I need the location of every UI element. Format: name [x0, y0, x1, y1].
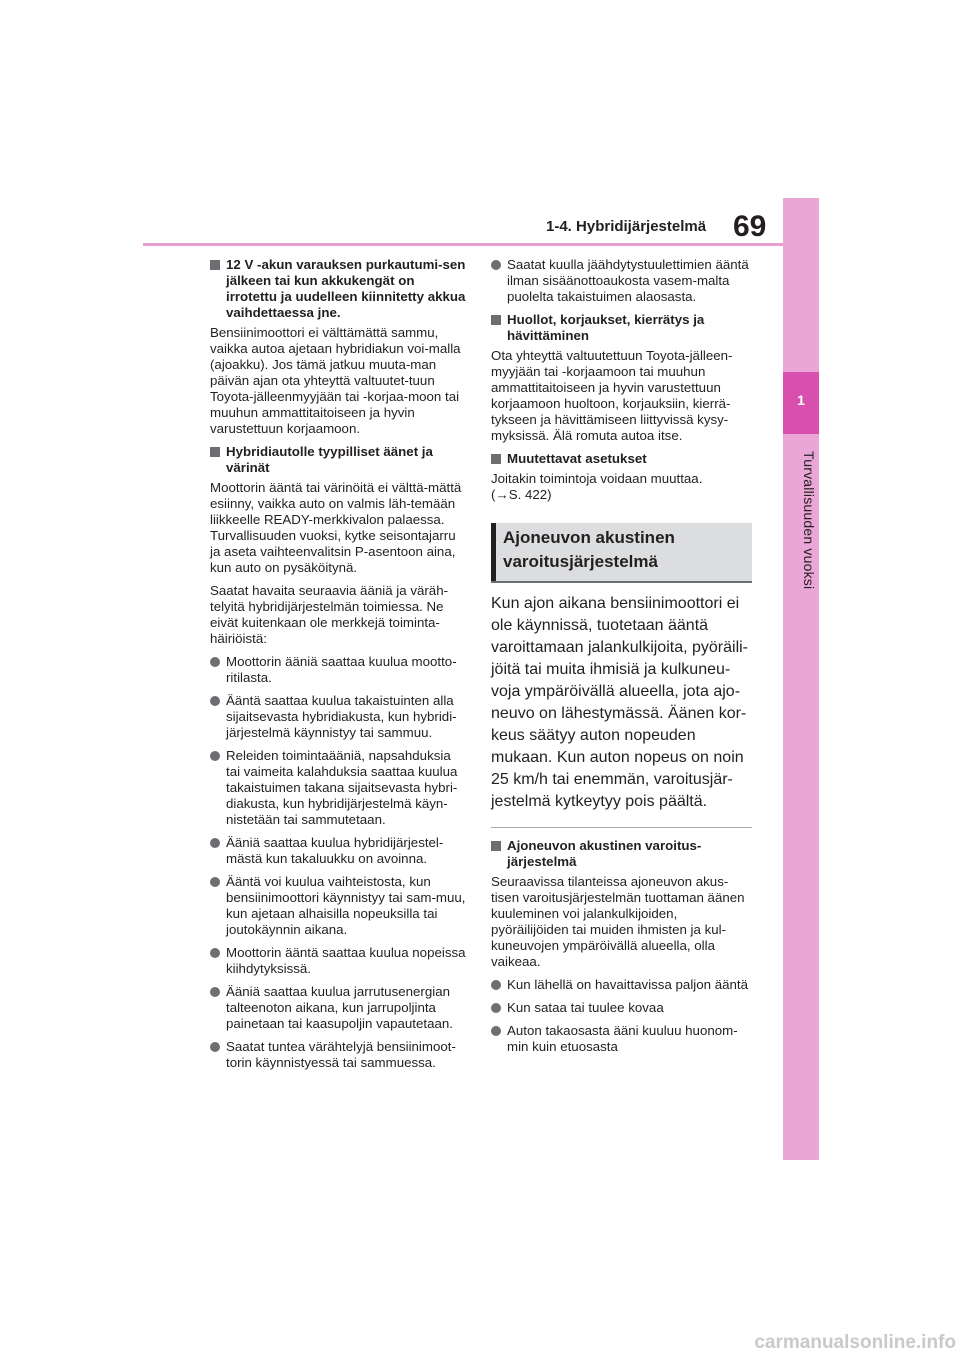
section-heading-box	[491, 523, 752, 583]
heading-acoustic-warning: Ajoneuvon akustinen varoitus-järjestelmä	[491, 838, 752, 870]
paragraph: Saatat havaita seuraavia ääniä ja väräh-telyitä hybridijärjestelmän toimiessa. Ne eivät kuitenkaan ole merkkejä toiminta-häiriöistä:	[210, 583, 449, 646]
list-item: Moottorin ääniä saattaa kuulua mootto-ritilasta.	[210, 654, 468, 686]
circle-bullet-icon	[491, 1003, 501, 1013]
circle-bullet-icon	[210, 657, 220, 667]
circle-bullet-icon	[210, 838, 220, 848]
list-item: Ääntä saattaa kuulua takaistuinten alla sijaitsevasta hybridiakusta, kun hybridi-järjestelmä käynnistyy tai sammuu.	[210, 693, 468, 741]
square-bullet-icon	[210, 260, 220, 270]
paragraph: Seuraavissa tilanteissa ajoneuvon akus-tisen varoitusjärjestelmän tuottaman äänen kuuleminen voi jalankulkijoiden, pyöräilijöiden tai muiden ihmisten ja kul-kuneuvojen ympäröivällä alueella, olla vaikeaa.	[491, 874, 745, 969]
circle-bullet-icon	[210, 696, 220, 706]
heading-12v-battery: 12 V -akun varauksen purkautumi-sen jälkeen tai kun akkukengät on irrotettu ja uudelleen kiinnitetty akkua vaihdettaessa jne.	[210, 257, 468, 321]
list-item: Kun sataa tai tuulee kovaa	[491, 1000, 752, 1016]
square-bullet-icon	[210, 447, 220, 457]
square-bullet-icon	[491, 841, 501, 851]
heading-hybrid-sounds: Hybridiautolle tyypilliset äänet ja värinät	[210, 444, 468, 476]
circle-bullet-icon	[210, 751, 220, 761]
circle-bullet-icon	[210, 1042, 220, 1052]
circle-bullet-icon	[210, 877, 220, 887]
chapter-number: 1	[797, 392, 805, 408]
square-bullet-icon	[491, 454, 501, 464]
list-item: Auton takaosasta ääni kuuluu huonom-min kuin etuosasta	[491, 1023, 752, 1055]
circle-bullet-icon	[491, 980, 501, 990]
left-column	[210, 257, 468, 1078]
list-item: Releiden toimintaääniä, napsahduksia tai vaimeita kalahduksia saattaa kuulua takaistuimen takana sijaitsevasta hybri-diakusta, kun hybridijärjestelmä käyn-nistetään tai sammutetaan.	[210, 748, 468, 828]
section-heading-line-2: varoitusjärjestelmä	[503, 552, 658, 571]
right-column	[491, 257, 752, 1062]
list-item: Ääntä voi kuulua vaihteistosta, kun bensiinimoottori käynnistyy tai sam-muu, kun ajetaan alhaisilla nopeuksilla tai joutokäynnin aikana.	[210, 874, 468, 938]
circle-bullet-icon	[210, 948, 220, 958]
heading-customizable-settings: Muutettavat asetukset	[491, 451, 752, 467]
paragraph: Ota yhteyttä valtuutettuun Toyota-jälleen-myyjään tai -korjaamoon tai muuhun ammattitaitoiseen ja hyvin varustettuun korjaamoon huoltoon, korjauksiin, kierrä-tykseen ja hävittämiseen liittyvissä kysy-myksissä. Älä romuta autoa itse.	[491, 348, 733, 443]
watermark: carmanualsonline.info	[754, 1332, 956, 1353]
divider	[491, 827, 752, 828]
list-item: Saatat kuulla jäähdytystuulettimien ääntä ilman sisäänottoaukosta vasem-malta puolelta takaistuimen alaosasta.	[491, 257, 752, 305]
list-item: Moottorin ääntä saattaa kuulua nopeissa kiihdytyksissä.	[210, 945, 468, 977]
circle-bullet-icon	[491, 1026, 501, 1036]
chapter-side-tab	[783, 198, 819, 1160]
chapter-label: Turvallisuuden vuoksi	[801, 450, 817, 590]
page-number: 69	[733, 210, 767, 243]
header-rule	[143, 243, 783, 246]
list-item: Saatat tuntea värähtelyjä bensiinimoot-torin käynnistyessä tai sammuessa.	[210, 1039, 468, 1071]
circle-bullet-icon	[491, 260, 501, 270]
intro-paragraph: Kun ajon aikana bensiinimoottori ei ole käynnissä, tuotetaan ääntä varoittamaan jalankulkijoita, pyöräili-jöitä tai muita ihmisiä ja kulkuneu-voja ympäröivällä alueella, jota ajo-neuvo on lähestymässä. Äänen kor-keus säätyy auton nopeuden mukaan. Kun auton nopeus on noin 25 km/h tai enemmän, varoitusjär-jestelmä kytkeytyy pois päältä.	[491, 595, 749, 810]
list-item: Ääniä saattaa kuulua jarrutusenergian talteenoton aikana, kun jarrupoljinta painetaan tai kaasupoljin vapautetaan.	[210, 984, 468, 1032]
page-reference: (→S. 422)	[491, 487, 552, 502]
heading-maintenance: Huollot, korjaukset, kierrätys ja hävittäminen	[491, 312, 752, 344]
paragraph: Moottorin ääntä tai värinöitä ei välttä-mättä esiinny, vaikka auto on valmis läh-temään liikkeelle READY-merkkivalon palaessa. Turvallisuuden vuoksi, kytke seisontajarru ja aseta vaihteenvalitsin P-asentoon aina, kun auto on pysäköitynä.	[210, 480, 462, 575]
section-title: 1-4. Hybridijärjestelmä	[546, 218, 707, 235]
circle-bullet-icon	[210, 987, 220, 997]
paragraph: Bensiinimoottori ei välttämättä sammu, vaikka autoa ajetaan hybridiakun voi-malla (ajoakku). Jos tämä jatkuu muuta-man päivän ajan ota yhteyttä valtuutet-tuun Toyota-jälleenmyyjään tai -korjaa-moon tai muuhun ammattitaitoiseen ja hyvin varustettuun korjaamoon.	[210, 325, 461, 436]
list-item: Ääniä saattaa kuulua hybridijärjestel-mästä kun takaluukku on avoinna.	[210, 835, 468, 867]
paragraph: Joitakin toimintoja voidaan muuttaa. (→S. 422)	[491, 471, 703, 502]
list-item: Kun lähellä on havaittavissa paljon ääntä	[491, 977, 752, 993]
section-heading-line-1: Ajoneuvon akustinen	[503, 528, 675, 547]
square-bullet-icon	[491, 315, 501, 325]
